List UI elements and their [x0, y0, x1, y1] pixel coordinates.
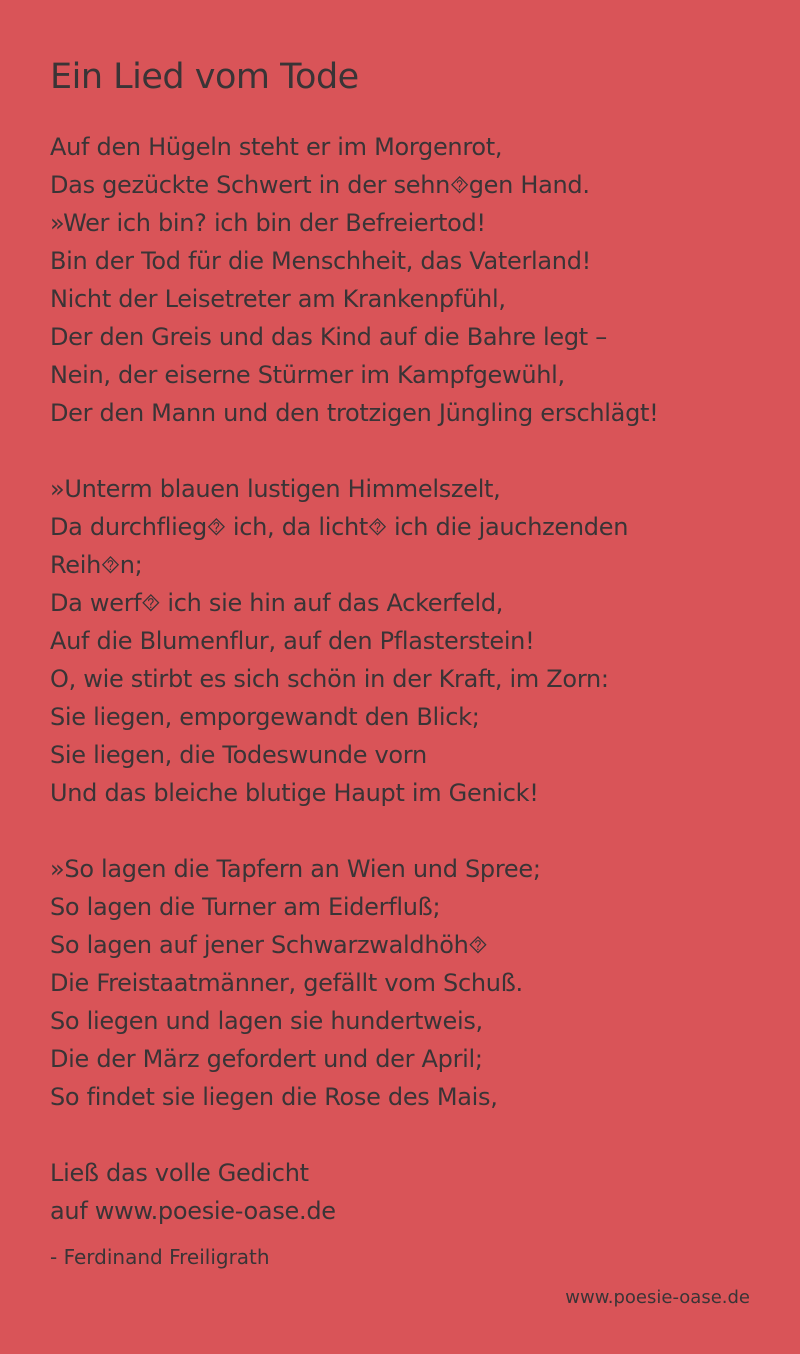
poem-line: Sie liegen, die Todeswunde vorn	[50, 741, 427, 769]
poem-line: Da durchflieg⯑ ich, da licht⯑ ich die jauchzenden	[50, 513, 629, 541]
poem-line: Da werf⯑ ich sie hin auf das Ackerfeld,	[50, 589, 504, 617]
poem-line: »So lagen die Tapfern an Wien und Spree;	[50, 855, 541, 883]
poem-line: So findet sie liegen die Rose des Mais,	[50, 1083, 498, 1111]
stanza-2	[50, 470, 770, 812]
stanza-3	[50, 850, 770, 1116]
author-credit: - Ferdinand Freiligrath	[50, 1245, 270, 1269]
poem-line: So liegen und lagen sie hundertweis,	[50, 1007, 483, 1035]
poem-line: »Wer ich bin? ich bin der Befreiertod!	[50, 209, 486, 237]
footer-website[interactable]: www.poesie-oase.de	[565, 1287, 750, 1308]
poem-line: O, wie stirbt es sich schön in der Kraft, im Zorn:	[50, 665, 609, 693]
poem-line: Reih⯑n;	[50, 551, 143, 579]
poem-line: Bin der Tod für die Menschheit, das Vaterland!	[50, 247, 591, 275]
poem-line: Auf die Blumenflur, auf den Pflasterstein!	[50, 627, 535, 655]
poem-line: Nicht der Leisetreter am Krankenpfühl,	[50, 285, 506, 313]
read-full-poem-note	[50, 1154, 770, 1230]
poem-line: So lagen auf jener Schwarzwaldhöh⯑	[50, 931, 488, 959]
poem-line: Der den Greis und das Kind auf die Bahre legt –	[50, 323, 607, 351]
poem-title: Ein Lied vom Tode	[50, 57, 359, 97]
poem-line: Sie liegen, emporgewandt den Blick;	[50, 703, 480, 731]
poem-line: Der den Mann und den trotzigen Jüngling erschlägt!	[50, 399, 659, 427]
poem-card	[50, 56, 770, 1272]
poem-line: Nein, der eiserne Stürmer im Kampfgewühl,	[50, 361, 565, 389]
cta-line: Ließ das volle Gedicht	[50, 1159, 309, 1187]
poem-line: Auf den Hügeln steht er im Morgenrot,	[50, 133, 503, 161]
poem-line: Das gezückte Schwert in der sehn⯑gen Hand.	[50, 171, 590, 199]
poem-line: Und das bleiche blutige Haupt im Genick!	[50, 779, 539, 807]
poem-line: Die Freistaatmänner, gefällt vom Schuß.	[50, 969, 523, 997]
poem-line: »Unterm blauen lustigen Himmelszelt,	[50, 475, 501, 503]
cta-link-line[interactable]: auf www.poesie-oase.de	[50, 1197, 336, 1225]
poem-line: So lagen die Turner am Eiderfluß;	[50, 893, 441, 921]
poem-line: Die der März gefordert und der April;	[50, 1045, 483, 1073]
stanza-1	[50, 128, 770, 432]
